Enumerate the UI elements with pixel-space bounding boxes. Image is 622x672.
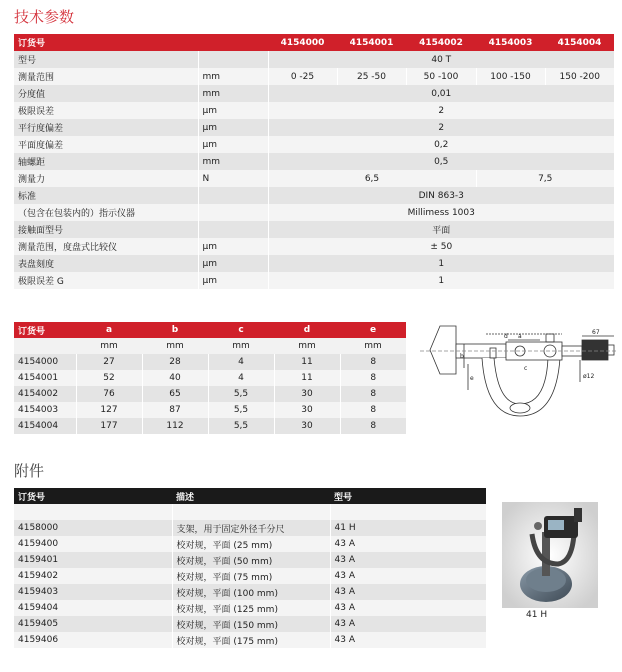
header-order-no: 订货号 (14, 488, 172, 504)
dim-label-b: b (460, 353, 464, 360)
accessories-title: 附件 (14, 462, 45, 480)
row-value: 0,01 (268, 85, 614, 102)
row-value: 7,5 (476, 170, 614, 187)
dim-label-c: c (524, 365, 528, 372)
row-code: 4159401 (14, 552, 172, 568)
row-desc: 校对规，平面 (50 mm) (172, 552, 330, 568)
table-row (14, 51, 614, 68)
table-row (14, 568, 486, 584)
dim-label-d: d (504, 333, 508, 340)
row-label: 极限误差 (14, 102, 198, 119)
row-unit: µm (198, 238, 268, 255)
row-unit: mm (198, 68, 268, 85)
dimension-table-header (14, 322, 406, 338)
header-dim: d (274, 322, 340, 338)
row-label: 分度值 (14, 85, 198, 102)
dim-label-e: e (470, 375, 474, 382)
row-label: 标准 (14, 187, 198, 204)
row-value: 40 T (268, 51, 614, 68)
table-row (14, 68, 614, 85)
table-row (14, 552, 486, 568)
row-value: 0,2 (268, 136, 614, 153)
row-label: 平面度偏差 (14, 136, 198, 153)
row-label: 轴螺距 (14, 153, 198, 170)
header-model: 型号 (330, 488, 486, 504)
table-row (14, 272, 614, 289)
row-model: 41 H (330, 520, 486, 536)
row-code: 4154002 (14, 386, 76, 402)
row-value: 50 -100 (406, 68, 476, 85)
row-label: 表盘刻度 (14, 255, 198, 272)
row-code: 4159404 (14, 600, 172, 616)
table-row (14, 584, 486, 600)
row-unit (198, 51, 268, 68)
row-code: 4154004 (14, 418, 76, 434)
row-model: 43 A (330, 584, 486, 600)
header-dim: c (208, 322, 274, 338)
row-label: 测量范围 (14, 68, 198, 85)
row-label: 极限误差 G (14, 272, 198, 289)
units-row (14, 338, 406, 354)
micrometer-drawing (420, 320, 616, 424)
table-row (14, 238, 614, 255)
row-code: 4159405 (14, 616, 172, 632)
table-row (14, 255, 614, 272)
unit-cell: mm (208, 338, 274, 354)
row-value: 2 (268, 102, 614, 119)
row-value: Millimess 1003 (268, 204, 614, 221)
dim-label-67: 67 (592, 329, 600, 336)
row-desc: 支架，用于固定外径千分尺 (172, 520, 330, 536)
row-model: 43 A (330, 600, 486, 616)
header-code: 4154001 (337, 34, 406, 51)
row-value: DIN 863-3 (268, 187, 614, 204)
row-unit (198, 204, 268, 221)
row-desc: 校对规，平面 (175 mm) (172, 632, 330, 648)
header-dim: a (76, 322, 142, 338)
header-order-no: 订货号 (14, 322, 76, 338)
table-row (14, 85, 614, 102)
spec-table-header (14, 34, 614, 51)
dimension-table (14, 322, 406, 434)
row-code: 4159403 (14, 584, 172, 600)
table-row: 4154002 76 65 5,5 30 8 (14, 386, 406, 402)
row-value: 1 (268, 272, 614, 289)
row-desc: 校对规，平面 (25 mm) (172, 536, 330, 552)
accessories-table (14, 488, 486, 648)
unit-cell: mm (274, 338, 340, 354)
row-code: 4159402 (14, 568, 172, 584)
unit-cell: mm (76, 338, 142, 354)
spec-table (14, 34, 614, 289)
row-label: （包含在包装内的）指示仪器 (14, 204, 198, 221)
row-unit (198, 187, 268, 204)
row-value: 1 (268, 255, 614, 272)
row-value: 100 -150 (476, 68, 545, 85)
row-model: 43 A (330, 552, 486, 568)
row-desc: 校对规，平面 (75 mm) (172, 568, 330, 584)
row-desc: 校对规，平面 (150 mm) (172, 616, 330, 632)
row-code: 4154003 (14, 402, 76, 418)
row-value: 平面 (268, 221, 614, 238)
table-row (14, 170, 614, 187)
row-value: 150 -200 (545, 68, 614, 85)
row-label: 平行度偏差 (14, 119, 198, 136)
row-label: 型号 (14, 51, 198, 68)
table-row (14, 221, 614, 238)
accessories-table-header (14, 488, 486, 504)
row-unit: µm (198, 272, 268, 289)
table-row (14, 520, 486, 536)
row-model: 43 A (330, 616, 486, 632)
header-order-no: 订货号 (14, 34, 198, 51)
header-code: 4154000 (268, 34, 337, 51)
row-code: 4159406 (14, 632, 172, 648)
table-row: 4154000 27 28 4 11 8 (14, 354, 406, 370)
row-code: 4154000 (14, 354, 76, 370)
row-unit: µm (198, 136, 268, 153)
row-label: 接触面型号 (14, 221, 198, 238)
row-code: 4158000 (14, 520, 172, 536)
table-row (14, 616, 486, 632)
row-label: 测量力 (14, 170, 198, 187)
row-desc: 校对规，平面 (125 mm) (172, 600, 330, 616)
unit-cell: mm (142, 338, 208, 354)
table-row (14, 102, 614, 119)
row-model: 43 A (330, 568, 486, 584)
row-unit: mm (198, 153, 268, 170)
row-unit: mm (198, 85, 268, 102)
spacer-row (14, 504, 486, 520)
table-row (14, 187, 614, 204)
row-unit: µm (198, 119, 268, 136)
row-label: 测量范围，度盘式比较仪 (14, 238, 198, 255)
row-unit: N (198, 170, 268, 187)
table-row (14, 204, 614, 221)
dim-label-dia12: ø12 (583, 373, 595, 380)
row-unit: µm (198, 255, 268, 272)
row-code: 4159400 (14, 536, 172, 552)
row-value: 0,5 (268, 153, 614, 170)
table-row (14, 632, 486, 648)
header-code: 4154003 (476, 34, 545, 51)
header-code: 4154002 (406, 34, 476, 51)
table-row (14, 536, 486, 552)
table-row (14, 600, 486, 616)
row-code: 4154001 (14, 370, 76, 386)
table-row (14, 136, 614, 153)
row-value: 6,5 (268, 170, 476, 187)
table-row: 4154004 177 112 5,5 30 8 (14, 418, 406, 434)
row-unit: µm (198, 102, 268, 119)
dim-label-a: a (518, 333, 522, 340)
row-value: 25 -50 (337, 68, 406, 85)
row-desc: 校对规，平面 (100 mm) (172, 584, 330, 600)
table-row: 4154001 52 40 4 11 8 (14, 370, 406, 386)
table-row (14, 153, 614, 170)
header-code: 4154004 (545, 34, 614, 51)
table-row (14, 119, 614, 136)
header-dim: e (340, 322, 406, 338)
row-model: 43 A (330, 632, 486, 648)
unit-cell: mm (340, 338, 406, 354)
stand-photo (502, 502, 598, 608)
row-unit (198, 221, 268, 238)
row-value: 2 (268, 119, 614, 136)
photo-caption: 41 H (526, 610, 548, 620)
header-dim: b (142, 322, 208, 338)
tech-spec-title: 技术参数 (14, 8, 75, 26)
row-value: ± 50 (268, 238, 614, 255)
header-desc: 描述 (172, 488, 330, 504)
table-row: 4154003 127 87 5,5 30 8 (14, 402, 406, 418)
row-value: 0 -25 (268, 68, 337, 85)
row-model: 43 A (330, 536, 486, 552)
